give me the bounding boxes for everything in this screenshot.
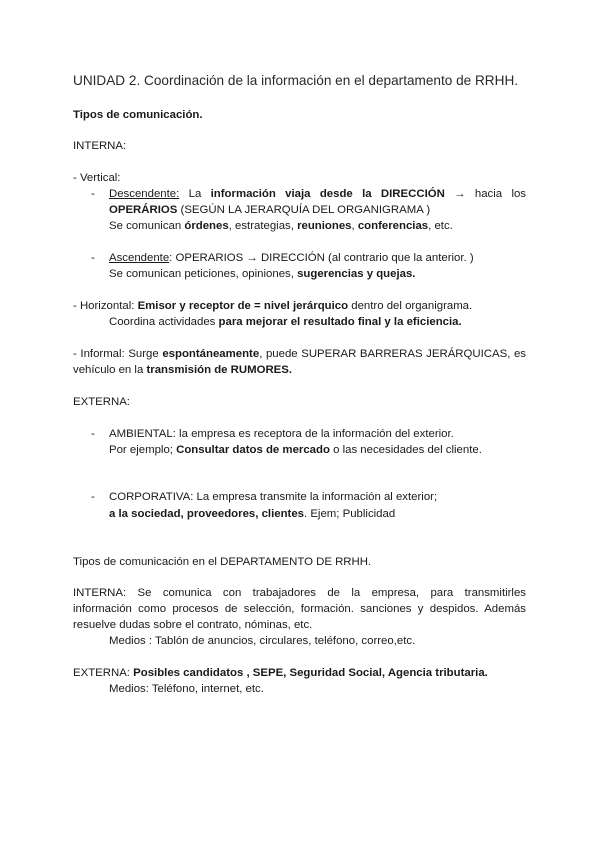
corporativa-line-2: a la sociedad, proveedores, clientes. Ejem; Publicidad bbox=[109, 508, 396, 520]
ambiental-line-1: AMBIENTAL: la empresa es receptora de la información del exterior. bbox=[109, 428, 454, 440]
horizontal-line-1: - Horizontal: Emisor y receptor de = nivel jerárquico dentro del organigrama. bbox=[73, 300, 473, 312]
list-bullet: - bbox=[91, 188, 95, 200]
descendente-line-1: Descendente: La información viaja desde la DIRECCIÓN → hacia los bbox=[109, 188, 527, 200]
rrhh-interna-line-3: resuelve dudas sobre el contrato, nóminas, etc. bbox=[73, 619, 313, 631]
rrhh-externa-medios: Medios: Teléfono, internet, etc. bbox=[109, 683, 264, 695]
rrhh-externa-line-1: EXTERNA: Posibles candidatos , SEPE, Seguridad Social, Agencia tributaria. bbox=[73, 667, 488, 679]
page-title: UNIDAD 2. Coordinación de la información en el departamento de RRHH. bbox=[73, 73, 519, 88]
descendente-line-3: Se comunican órdenes, estrategias, reuniones, conferencias, etc. bbox=[109, 220, 453, 232]
list-bullet: - bbox=[91, 428, 95, 440]
ambiental-line-2: Por ejemplo; Consultar datos de mercado o las necesidades del cliente. bbox=[109, 444, 482, 456]
informal-line-2: vehículo en la transmisión de RUMORES. bbox=[73, 364, 293, 376]
rrhh-heading: Tipos de comunicación en el DEPARTAMENTO DE RRHH. bbox=[73, 556, 372, 568]
rrhh-interna-line-1: INTERNA: Se comunica con trabajadores de la empresa, para transmitirles bbox=[73, 587, 526, 599]
ascendente-line-2: Se comunican peticiones, opiniones, sugerencias y quejas. bbox=[109, 268, 416, 280]
descendente-line-2: OPERÁRIOS (SEGÚN LA JERARQUÍA DEL ORGANIGRAMA ) bbox=[109, 204, 431, 216]
rrhh-interna-line-2: información como procesos de selección, formación. sanciones y despidos. Además bbox=[73, 603, 526, 615]
list-bullet: - bbox=[91, 491, 95, 503]
list-bullet: - bbox=[91, 252, 95, 264]
rrhh-interna-medios: Medios : Tablón de anuncios, circulares, teléfono, correo,etc. bbox=[109, 635, 416, 647]
corporativa-line-1: CORPORATIVA: La empresa transmite la información al exterior; bbox=[109, 491, 438, 503]
vertical-label: - Vertical: bbox=[73, 172, 121, 184]
interna-heading: INTERNA: bbox=[73, 140, 127, 152]
externa-heading: EXTERNA: bbox=[73, 396, 130, 408]
informal-line-1: - Informal: Surge espontáneamente, puede SUPERAR BARRERAS JERÁRQUICAS, es bbox=[73, 348, 526, 360]
horizontal-line-2: Coordina actividades para mejorar el resultado final y la eficiencia. bbox=[109, 316, 462, 328]
ascendente-line-1: Ascendente: OPERARIOS → DIRECCIÓN (al contrario que la anterior. ) bbox=[109, 252, 474, 264]
tipos-heading: Tipos de comunicación. bbox=[73, 109, 203, 121]
